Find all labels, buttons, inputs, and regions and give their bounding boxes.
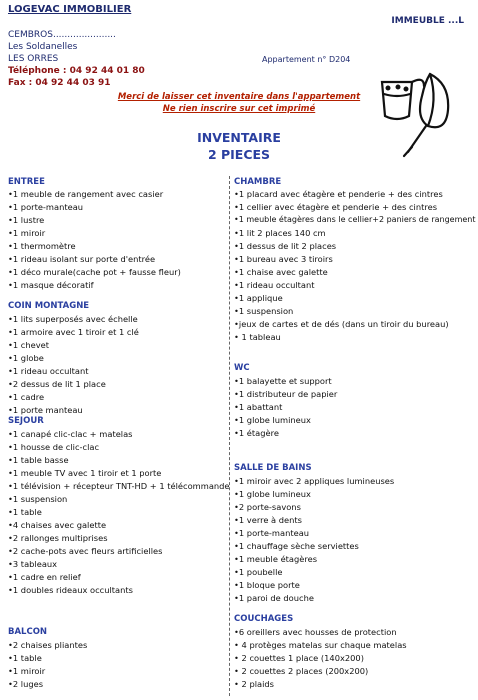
list-item: • 2 plaids — [234, 679, 274, 689]
list-item: •2 chaises pliantes — [8, 640, 88, 650]
list-item: •1 globe lumineux — [234, 489, 311, 499]
list-item: •1 meuble étagères dans le cellier+2 paniers de rangement — [234, 215, 476, 224]
list-item: •1 doubles rideaux occultants — [8, 585, 133, 595]
list-item: •1 rideau occultant — [234, 280, 315, 290]
page-title: INVENTAIRE — [197, 130, 281, 145]
list-item: •1 globe lumineux — [234, 415, 311, 425]
list-item: • 4 protèges matelas sur chaque matelas — [234, 640, 407, 650]
column-divider — [229, 176, 230, 696]
section-title-coin-montagne: COIN MONTAGNE — [8, 301, 90, 311]
list-item: •1 paroi de douche — [234, 593, 314, 603]
section-title-balcon: BALCON — [8, 627, 48, 637]
list-item: •1 chevet — [8, 340, 50, 350]
section-title-sejour: SEJOUR — [8, 416, 44, 426]
list-item: •1 table basse — [8, 455, 69, 465]
list-item: •1 miroir avec 2 appliques lumineuses — [234, 476, 395, 486]
notice-line-1: Merci de laisser cet inventaire dans l'appartement — [117, 92, 361, 102]
list-item: •1 abattant — [234, 402, 283, 412]
list-item: •1 meuble de rangement avec casier — [8, 189, 164, 199]
list-item: •1 table — [8, 507, 42, 517]
list-item: • 2 couettes 1 place (140x200) — [234, 653, 364, 663]
list-item: •1 lits superposés avec échelle — [8, 314, 138, 324]
building-label: IMMEUBLE ...L — [391, 16, 464, 26]
list-item: •1 poubelle — [234, 567, 283, 577]
list-item: •1 déco murale(cache pot + fausse fleur) — [8, 267, 181, 277]
list-item: •4 chaises avec galette — [8, 520, 107, 530]
list-item: •1 applique — [234, 293, 283, 303]
apartment-number: Appartement n° D204 — [262, 55, 351, 64]
fax-number: Fax : 04 92 44 03 91 — [8, 78, 111, 88]
list-item: •1 dessus de lit 2 places — [234, 241, 337, 251]
list-item: •1 armoire avec 1 tiroir et 1 clé — [8, 327, 139, 337]
kitchen-utensils-icon — [368, 60, 464, 160]
contact-line: Les Soldanelles — [8, 42, 78, 52]
list-item: •1 miroir — [8, 666, 46, 676]
list-item: •1 chaise avec galette — [234, 267, 328, 277]
list-item: •1 cadre — [8, 392, 45, 402]
list-item: •1 placard avec étagère et penderie + des cintres — [234, 189, 443, 199]
phone-number: Téléphone : 04 92 44 01 80 — [8, 66, 145, 76]
list-item: •1 thermomètre — [8, 241, 76, 251]
list-item: •1 housse de clic-clac — [8, 442, 100, 452]
list-item: •2 luges — [8, 679, 44, 689]
list-item: •1 table — [8, 653, 42, 663]
list-item: • 2 couettes 2 places (200x200) — [234, 666, 369, 676]
list-item: •1 balayette et support — [234, 376, 332, 386]
list-item: •1 globe — [8, 353, 44, 363]
list-item: •1 chauffage sèche serviettes — [234, 541, 359, 551]
section-title-couchages: COUCHAGES — [234, 614, 294, 624]
list-item: •1 masque décoratif — [8, 280, 94, 290]
list-item: •1 meuble étagères — [234, 554, 318, 564]
list-item: •1 verre à dents — [234, 515, 302, 525]
list-item: •1 étagère — [234, 428, 279, 438]
list-item: •2 cache-pots avec fleurs artificielles — [8, 546, 163, 556]
list-item: •1 rideau occultant — [8, 366, 89, 376]
list-item: • 1 tableau — [234, 332, 281, 342]
list-item: •jeux de cartes et de dés (dans un tiroir du bureau) — [234, 319, 449, 329]
list-item: •1 canapé clic-clac + matelas — [8, 429, 133, 439]
list-item: •1 cellier avec étagère et penderie + des cintres — [234, 202, 438, 212]
list-item: •1 télévision + récepteur TNT-HD + 1 télécommande — [8, 481, 230, 491]
list-item: •1 distributeur de papier — [234, 389, 338, 399]
page-subtitle: 2 PIECES — [207, 147, 271, 162]
notice-line-2: Ne rien inscrire sur cet imprimé — [162, 104, 316, 114]
list-item: •1 suspension — [234, 306, 294, 316]
list-item: •1 rideau isolant sur porte d'entrée — [8, 254, 156, 264]
list-item: •2 dessus de lit 1 place — [8, 379, 106, 389]
section-title-wc: WC — [234, 363, 250, 373]
section-title-entree: ENTREE — [8, 177, 45, 187]
list-item: •1 porte-manteau — [234, 528, 310, 538]
list-item: •2 rallonges multiprises — [8, 533, 108, 543]
list-item: •3 tableaux — [8, 559, 58, 569]
list-item: •1 lustre — [8, 215, 45, 225]
list-item: •1 meuble TV avec 1 tiroir et 1 porte — [8, 468, 162, 478]
section-title-chambre: CHAMBRE — [234, 177, 282, 187]
list-item: •6 oreillers avec housses de protection — [234, 627, 397, 637]
list-item: •1 miroir — [8, 228, 46, 238]
contact-line: CEMBROS...................... — [8, 30, 116, 40]
section-title-salle-de-bains: SALLE DE BAINS — [234, 463, 312, 473]
list-item: •1 cadre en relief — [8, 572, 81, 582]
list-item: •1 porte manteau — [8, 405, 83, 415]
list-item: •2 porte-savons — [234, 502, 301, 512]
list-item: •1 bureau avec 3 tiroirs — [234, 254, 333, 264]
list-item: •1 bloque porte — [234, 580, 300, 590]
list-item: •1 suspension — [8, 494, 68, 504]
company-name: LOGEVAC IMMOBILIER — [8, 4, 132, 15]
contact-line: LES ORRES — [8, 54, 59, 64]
list-item: •1 lit 2 places 140 cm — [234, 228, 326, 238]
list-item: •1 porte-manteau — [8, 202, 84, 212]
